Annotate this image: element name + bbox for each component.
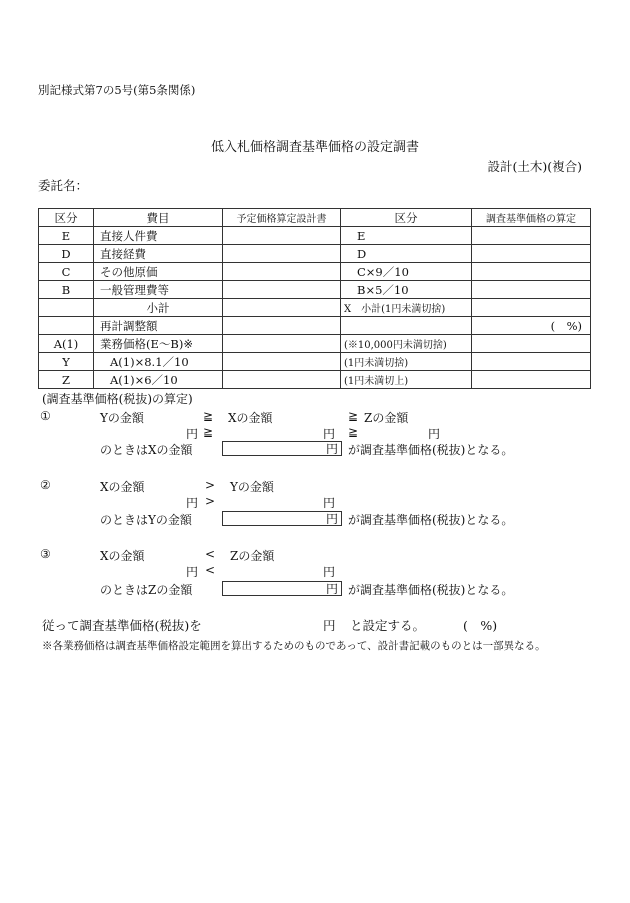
row-calc: E xyxy=(341,227,472,245)
row-result[interactable]: ( %) xyxy=(472,317,591,335)
row-code: B xyxy=(39,281,94,299)
case-2-yen-1: 円 xyxy=(186,496,199,510)
row-code: Z xyxy=(39,371,94,389)
table-header-row xyxy=(39,209,591,227)
row-item: 再計調整額 xyxy=(94,317,223,335)
row-design-amount[interactable] xyxy=(223,335,341,353)
row-calc xyxy=(341,317,472,335)
client-label: 委託名： xyxy=(38,178,89,193)
row-code xyxy=(39,299,94,317)
case-2-yen-2: 円 xyxy=(323,496,336,510)
section-title: (調査基準価格(税抜)の算定) xyxy=(42,392,193,406)
page-title: 低入札価格調査基準価格の設定調書 xyxy=(210,140,419,155)
case-1-when: のときはXの金額 xyxy=(100,443,193,457)
price-table xyxy=(38,208,591,389)
row-calc: X 小計(1円未満切捨) xyxy=(341,299,472,317)
table-row xyxy=(39,281,591,299)
case-1-marker: ① xyxy=(40,409,51,423)
case-2-middle: Yの金額 xyxy=(230,480,274,494)
row-design-amount[interactable] xyxy=(223,371,341,389)
case-3-op1: < xyxy=(205,547,216,561)
case-3-when: のときはZの金額 xyxy=(100,583,193,597)
row-result[interactable] xyxy=(472,353,591,371)
case-1-right: Zの金額 xyxy=(364,411,409,425)
row-calc: (1円未満切捨) xyxy=(341,353,472,371)
table-row xyxy=(39,263,591,281)
row-result[interactable] xyxy=(472,371,591,389)
final-yen: 円 xyxy=(323,618,336,633)
final-percent: ( %) xyxy=(463,618,498,633)
row-result[interactable] xyxy=(472,281,591,299)
header-code: 区分 xyxy=(39,209,94,227)
case-3-conclusion: が調査基準価格(税抜)となる。 xyxy=(348,583,514,597)
case-2-marker: ② xyxy=(40,478,51,492)
case-3-box-yen: 円 xyxy=(325,582,338,596)
row-design-amount[interactable] xyxy=(223,299,341,317)
table-row xyxy=(39,353,591,371)
case-1-yen-3: 円 xyxy=(428,427,441,441)
design-category: 設計(土木)(複合) xyxy=(487,159,582,174)
table-row xyxy=(39,371,591,389)
case-2-left: Xの金額 xyxy=(100,480,145,494)
case-1-op1-repeat: ≧ xyxy=(203,425,214,439)
row-result[interactable] xyxy=(472,299,591,317)
row-calc: D xyxy=(341,245,472,263)
row-item: その他原価 xyxy=(94,263,223,281)
row-item: 小計 xyxy=(94,299,223,317)
table-row xyxy=(39,245,591,263)
case-3-middle: Zの金額 xyxy=(230,549,275,563)
row-calc: (1円未満切上) xyxy=(341,371,472,389)
case-1-middle: Xの金額 xyxy=(228,411,273,425)
row-design-amount[interactable] xyxy=(223,263,341,281)
row-code: C xyxy=(39,263,94,281)
row-design-amount[interactable] xyxy=(223,281,341,299)
final-suffix: と設定する。 xyxy=(350,618,426,633)
case-1-op1: ≧ xyxy=(203,409,214,423)
row-item: 一般管理費等 xyxy=(94,281,223,299)
row-calc: (※10,000円未満切捨) xyxy=(341,335,472,353)
row-result[interactable] xyxy=(472,227,591,245)
case-1-left: Yの金額 xyxy=(100,411,144,425)
case-3-marker: ③ xyxy=(40,547,51,561)
row-code: E xyxy=(39,227,94,245)
case-3-yen-2: 円 xyxy=(323,565,336,579)
case-2-when: のときはYの金額 xyxy=(100,513,192,527)
row-code: A(1) xyxy=(39,335,94,353)
form-number: 別記様式第7の5号(第5条関係) xyxy=(38,83,196,97)
case-1-op2-repeat: ≧ xyxy=(348,425,359,439)
case-2-op1-repeat: > xyxy=(205,494,216,508)
case-3-op1-repeat: < xyxy=(205,563,216,577)
row-code xyxy=(39,317,94,335)
header-calc-code: 区分 xyxy=(341,209,472,227)
row-result[interactable] xyxy=(472,263,591,281)
row-item: A(1)×8.1／10 xyxy=(94,353,223,371)
case-3-yen-1: 円 xyxy=(186,565,199,579)
case-1-op2: ≧ xyxy=(348,409,359,423)
case-3-left: Xの金額 xyxy=(100,549,145,563)
row-design-amount[interactable] xyxy=(223,245,341,263)
final-prefix: 従って調査基準価格(税抜)を xyxy=(42,618,202,633)
row-result[interactable] xyxy=(472,245,591,263)
row-calc: B×5／10 xyxy=(341,281,472,299)
row-item: 直接経費 xyxy=(94,245,223,263)
case-1-conclusion: が調査基準価格(税抜)となる。 xyxy=(348,443,514,457)
case-3-amount-box[interactable] xyxy=(222,581,342,596)
header-standard-calc: 調査基準価格の算定 xyxy=(472,209,591,227)
row-item: A(1)×6／10 xyxy=(94,371,223,389)
row-code: D xyxy=(39,245,94,263)
case-2-op1: > xyxy=(205,478,216,492)
row-calc: C×9／10 xyxy=(341,263,472,281)
row-item: 業務価格(E〜B)※ xyxy=(94,335,223,353)
row-code: Y xyxy=(39,353,94,371)
table-row xyxy=(39,335,591,353)
header-design-amount: 予定価格算定設計書 xyxy=(223,209,341,227)
case-2-amount-box[interactable] xyxy=(222,511,342,526)
case-1-yen-1: 円 xyxy=(186,427,199,441)
row-result[interactable] xyxy=(472,335,591,353)
row-item: 直接人件費 xyxy=(94,227,223,245)
table-row xyxy=(39,317,591,335)
header-item: 費目 xyxy=(94,209,223,227)
table-row xyxy=(39,299,591,317)
table-row xyxy=(39,227,591,245)
case-1-box-yen: 円 xyxy=(325,442,338,456)
case-1-yen-2: 円 xyxy=(323,427,336,441)
case-1-amount-box[interactable] xyxy=(222,441,342,456)
case-2-box-yen: 円 xyxy=(325,512,338,526)
case-2-conclusion: が調査基準価格(税抜)となる。 xyxy=(348,513,514,527)
row-design-amount[interactable] xyxy=(223,353,341,371)
row-design-amount[interactable] xyxy=(223,317,341,335)
row-design-amount[interactable] xyxy=(223,227,341,245)
footnote: ※各業務価格は調査基準価格設定範囲を算出するためのものであって、設計書記載のものとは一部異なる。 xyxy=(42,640,546,652)
